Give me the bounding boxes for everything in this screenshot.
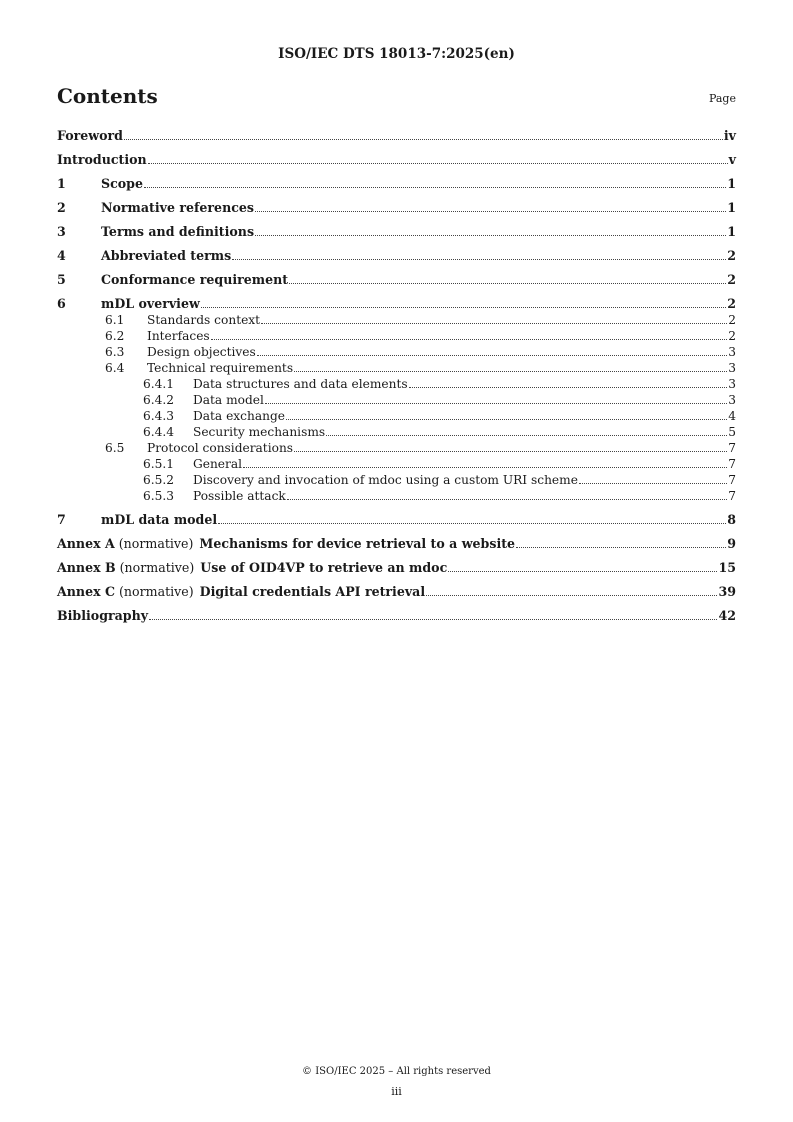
toc-entry-page: 39 <box>718 584 736 599</box>
toc-entry-number: 5 <box>57 272 66 287</box>
toc-entry[interactable] <box>57 224 736 240</box>
toc-entry[interactable] <box>57 272 736 288</box>
toc-entry-number: 2 <box>57 200 66 215</box>
toc-entry-page: 4 <box>728 409 736 423</box>
annex-type: (normative) <box>119 560 195 575</box>
dot-leader <box>294 370 727 372</box>
dot-leader <box>448 570 717 572</box>
dot-leader <box>287 498 727 500</box>
toc-entry-title: General <box>193 457 242 471</box>
toc-entry-page: 1 <box>727 200 736 215</box>
dot-leader <box>265 402 727 404</box>
dot-leader <box>149 618 717 620</box>
toc-entry-title: Security mechanisms <box>193 425 326 439</box>
document-header: ISO/IEC DTS 18013-7:2025(en) <box>278 46 515 62</box>
toc-entry-number: 6.4.4 <box>143 425 175 439</box>
toc-entry-page: v <box>728 152 736 167</box>
toc-entry-page: 2 <box>727 296 736 311</box>
toc-entry-title: Bibliography <box>57 608 149 623</box>
page-title: Contents <box>57 84 158 108</box>
toc-entry-number: 6 <box>57 296 66 311</box>
toc-entry-title: Interfaces <box>147 329 210 343</box>
toc-entry-page: 7 <box>728 489 736 503</box>
toc-entry-title: Data structures and data elements <box>193 377 408 391</box>
toc-entry-page: 7 <box>728 473 736 487</box>
toc-entry-title: Introduction <box>57 152 147 167</box>
toc-entry-title: Data exchange <box>193 409 285 423</box>
toc-entry-title: Data model <box>193 393 264 407</box>
dot-leader <box>144 186 726 188</box>
toc-entry-page: 5 <box>728 425 736 439</box>
page-number: iii <box>391 1085 402 1098</box>
toc-entry[interactable] <box>57 376 736 392</box>
toc-entry-number: 6.4.3 <box>143 409 175 423</box>
toc-entry[interactable] <box>57 128 736 144</box>
toc-entry-title: mDL overview <box>101 296 200 311</box>
toc-entry-title: Technical requirements <box>147 361 294 375</box>
toc-entry-number: 6.2 <box>105 329 125 343</box>
toc-entry-page: 42 <box>718 608 736 623</box>
toc-entry-page: 15 <box>718 560 736 575</box>
toc-entry-number: 4 <box>57 248 66 263</box>
toc-entry-number: 1 <box>57 176 66 191</box>
annex-title: Digital credentials API retrieval <box>199 584 426 599</box>
toc-entry[interactable] <box>57 312 736 328</box>
dot-leader <box>124 138 723 140</box>
toc-entry[interactable] <box>57 608 736 624</box>
dot-leader <box>218 522 726 524</box>
copyright-notice: © ISO/IEC 2025 – All rights reserved <box>302 1066 491 1077</box>
toc-entry-title: Standards context <box>147 313 261 327</box>
toc-entry-page: 3 <box>728 393 736 407</box>
toc-entry[interactable] <box>57 200 736 216</box>
toc-entry-page: 3 <box>728 361 736 375</box>
toc-entry-title <box>57 560 447 576</box>
annex-label: Annex A <box>57 536 115 551</box>
toc-entry[interactable] <box>57 560 736 576</box>
toc-entry[interactable] <box>57 392 736 408</box>
dot-leader <box>294 450 727 452</box>
dot-leader <box>148 162 728 164</box>
toc-entry-page: 7 <box>728 457 736 471</box>
annex-label: Annex B <box>57 560 116 575</box>
annex-type: (normative) <box>118 536 194 551</box>
toc-entry-number: 6.5 <box>105 441 125 455</box>
dot-leader <box>232 258 726 260</box>
dot-leader <box>286 418 727 420</box>
page-column-label: Page <box>708 92 736 105</box>
toc-entry-number: 6.4 <box>105 361 125 375</box>
toc-entry-title: Protocol considerations <box>147 441 294 455</box>
toc-entry-page: 8 <box>727 512 736 527</box>
toc-entry[interactable] <box>57 344 736 360</box>
toc-entry[interactable] <box>57 176 736 192</box>
toc-entry-page: 7 <box>728 441 736 455</box>
toc-entry-title: Foreword <box>57 128 123 143</box>
toc-entry[interactable] <box>57 536 736 552</box>
toc-entry-number: 6.5.2 <box>143 473 175 487</box>
toc-entry[interactable] <box>57 512 736 528</box>
toc-entry-page: 3 <box>728 377 736 391</box>
dot-leader <box>255 234 726 236</box>
toc-entry-title: Abbreviated terms <box>101 248 232 263</box>
toc-entry-number: 6.4.2 <box>143 393 175 407</box>
toc-entry-page: 1 <box>727 224 736 239</box>
toc-entry[interactable] <box>57 488 736 504</box>
toc-entry-title: Normative references <box>101 200 255 215</box>
annex-type: (normative) <box>119 584 194 599</box>
toc-entry-number: 6.3 <box>105 345 125 359</box>
dot-leader <box>579 482 727 484</box>
toc-entry-title: Terms and definitions <box>101 224 255 239</box>
toc-entry[interactable] <box>57 152 736 168</box>
dot-leader <box>243 466 727 468</box>
dot-leader <box>201 306 726 308</box>
toc-entry-number: 3 <box>57 224 66 239</box>
toc-entry-page: 2 <box>727 272 736 287</box>
toc-entry-number: 6.5.3 <box>143 489 175 503</box>
toc-entry-title: mDL data model <box>101 512 218 527</box>
toc-entry-title: Conformance requirement <box>101 272 289 287</box>
toc-entry[interactable] <box>57 328 736 344</box>
toc-entry[interactable] <box>57 360 736 376</box>
toc-entry-title: Scope <box>101 176 143 191</box>
toc-entry-number: 6.5.1 <box>143 457 175 471</box>
toc-entry-number: 6.4.1 <box>143 377 175 391</box>
toc-entry-title: Design objectives <box>147 345 256 359</box>
annex-title: Mechanisms for device retrieval to a website <box>199 536 516 551</box>
toc-entry-title: Possible attack <box>193 489 286 503</box>
toc-entry[interactable] <box>57 440 736 456</box>
toc-entry-number: 6.1 <box>105 313 125 327</box>
dot-leader <box>257 354 727 356</box>
dot-leader <box>211 338 728 340</box>
toc-entry-page: 2 <box>728 313 736 327</box>
toc-entry-page: 1 <box>727 176 736 191</box>
toc-entry[interactable] <box>57 296 736 312</box>
dot-leader <box>289 282 726 284</box>
toc-entry-page: iv <box>723 128 736 143</box>
toc-entry-page: 2 <box>727 248 736 263</box>
toc-entry-number: 7 <box>57 512 66 527</box>
dot-leader <box>409 386 728 388</box>
annex-label: Annex C <box>57 584 116 599</box>
toc-entry-title <box>57 536 515 552</box>
toc-entry-page: 3 <box>728 345 736 359</box>
toc-entry-title <box>57 584 425 600</box>
toc-entry[interactable] <box>57 472 736 488</box>
annex-title: Use of OID4VP to retrieve an mdoc <box>200 560 448 575</box>
toc-entry-title: Discovery and invocation of mdoc using a custom URI scheme <box>193 473 578 487</box>
toc-entry[interactable] <box>57 248 736 264</box>
toc-entry[interactable] <box>57 424 736 440</box>
toc-entry-page: 2 <box>728 329 736 343</box>
toc-entry-page: 9 <box>727 536 736 551</box>
dot-leader <box>326 434 727 436</box>
toc-entry[interactable] <box>57 408 736 424</box>
toc-entry[interactable] <box>57 584 736 600</box>
toc-entry[interactable] <box>57 456 736 472</box>
dot-leader <box>255 210 726 212</box>
dot-leader <box>261 322 727 324</box>
dot-leader <box>426 594 717 596</box>
dot-leader <box>516 546 726 548</box>
